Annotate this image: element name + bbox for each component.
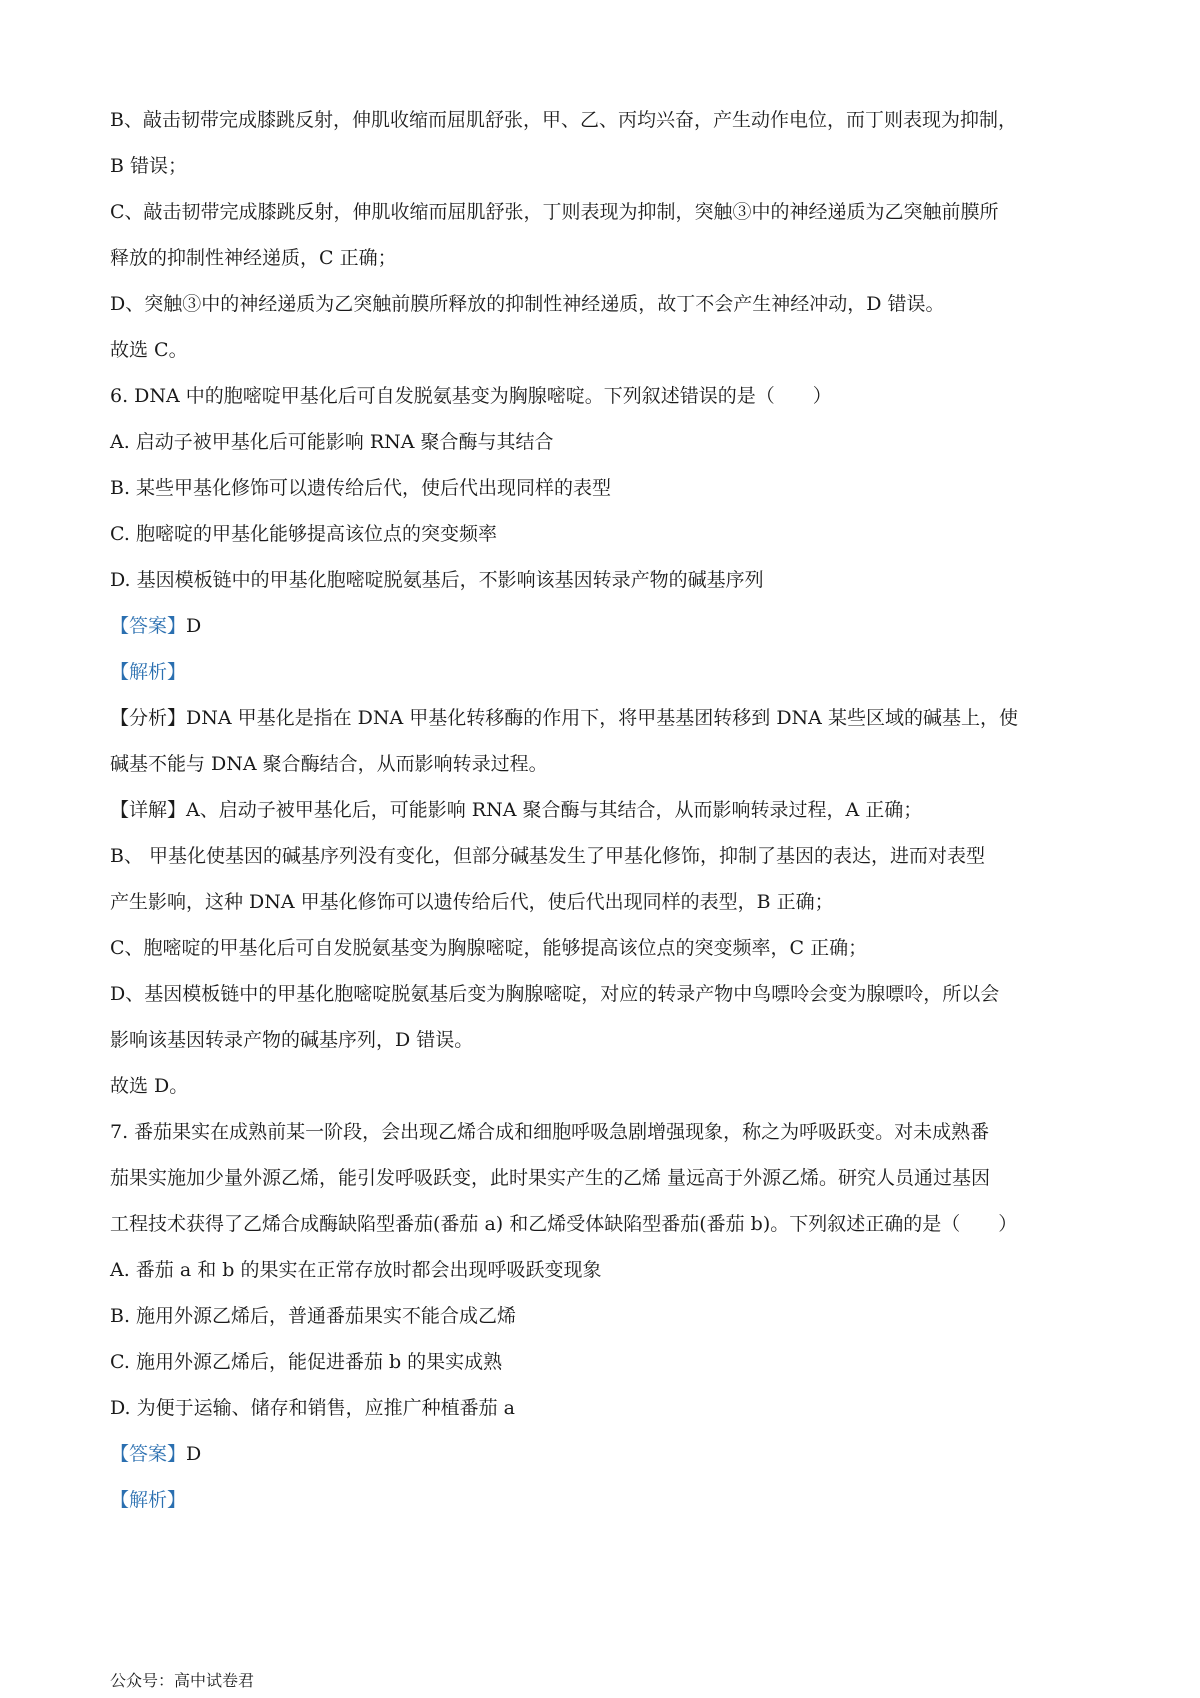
line-text: 茄果实施加少量外源乙烯，能引发呼吸跃变，此时果实产生的乙烯 量远高于外源乙烯。研究人员通过基因 xyxy=(110,1167,991,1189)
text-line xyxy=(110,327,1102,373)
section-label-line xyxy=(110,1477,1102,1523)
text-line xyxy=(110,557,1102,603)
text-line xyxy=(110,695,1102,741)
text-line xyxy=(110,1385,1102,1431)
section-label-line xyxy=(110,1431,1102,1477)
text-line xyxy=(110,925,1102,971)
line-text: C、敲击韧带完成膝跳反射，伸肌收缩而屈肌舒张，丁则表现为抑制，突触③中的神经递质为乙突触前膜所 xyxy=(110,201,999,223)
line-text: D xyxy=(186,1443,202,1465)
text-line xyxy=(110,1247,1102,1293)
text-line xyxy=(110,373,1102,419)
text-line xyxy=(110,1339,1102,1385)
line-text: A. 番茄 a 和 b 的果实在正常存放时都会出现呼吸跃变现象 xyxy=(110,1259,602,1281)
text-line xyxy=(110,1017,1102,1063)
text-line xyxy=(110,971,1102,1017)
line-text: B. 施用外源乙烯后，普通番茄果实不能合成乙烯 xyxy=(110,1305,517,1327)
text-line xyxy=(110,143,1102,189)
line-text: C、胞嘧啶的甲基化后可自发脱氨基变为胸腺嘧啶，能够提高该位点的突变频率，C 正确； xyxy=(110,937,868,959)
line-text: D xyxy=(186,615,202,637)
footer-watermark: 公众号：高中试卷君 xyxy=(110,1671,255,1690)
section-label-line xyxy=(110,649,1102,695)
section-tag: 【解析】 xyxy=(110,661,187,683)
line-text: 【分析】DNA 甲基化是指在 DNA 甲基化转移酶的作用下，将甲基基团转移到 DNA 某些区域的碱基上，使 xyxy=(110,707,1018,729)
line-text: B、 甲基化使基因的碱基序列没有变化，但部分碱基发生了甲基化修饰，抑制了基因的表达，进而对表型 xyxy=(110,845,986,867)
line-text: 影响该基因转录产物的碱基序列，D 错误。 xyxy=(110,1029,474,1051)
line-text: B、敲击韧带完成膝跳反射，伸肌收缩而屈肌舒张，甲、乙、丙均兴奋，产生动作电位，而丁则表现为抑制， xyxy=(110,109,1017,131)
line-text: D、基因模板链中的甲基化胞嘧啶脱氨基后变为胸腺嘧啶，对应的转录产物中鸟嘌呤会变为腺嘌呤，所以会 xyxy=(110,983,1000,1005)
section-tag: 【答案】 xyxy=(110,615,187,637)
line-text: 产生影响，这种 DNA 甲基化修饰可以遗传给后代，使后代出现同样的表型，B 正确； xyxy=(110,891,834,913)
line-text: 碱基不能与 DNA 聚合酶结合，从而影响转录过程。 xyxy=(110,753,548,775)
text-line xyxy=(110,787,1102,833)
section-label-line xyxy=(110,603,1102,649)
line-text: A. 启动子被甲基化后可能影响 RNA 聚合酶与其结合 xyxy=(110,431,554,453)
text-line xyxy=(110,1293,1102,1339)
document-body xyxy=(110,97,1102,1523)
line-text: 【详解】A、启动子被甲基化后，可能影响 RNA 聚合酶与其结合，从而影响转录过程，A 正确； xyxy=(110,799,923,821)
line-text: B. 某些甲基化修饰可以遗传给后代，使后代出现同样的表型 xyxy=(110,477,612,499)
line-text: 释放的抑制性神经递质，C 正确； xyxy=(110,247,397,269)
text-line xyxy=(110,1109,1102,1155)
line-text: 故选 C。 xyxy=(110,339,188,361)
text-line xyxy=(110,465,1102,511)
line-text: 故选 D。 xyxy=(110,1075,189,1097)
section-tag: 【答案】 xyxy=(110,1443,187,1465)
text-line xyxy=(110,511,1102,557)
line-text: D. 为便于运输、储存和销售，应推广种植番茄 a xyxy=(110,1397,516,1419)
text-line xyxy=(110,235,1102,281)
text-line xyxy=(110,281,1102,327)
line-text: D、突触③中的神经递质为乙突触前膜所释放的抑制性神经递质，故丁不会产生神经冲动，D 错误。 xyxy=(110,293,945,315)
text-line xyxy=(110,833,1102,879)
line-text: 6. DNA 中的胞嘧啶甲基化后可自发脱氨基变为胸腺嘧啶。下列叙述错误的是（ ） xyxy=(110,385,832,407)
text-line xyxy=(110,419,1102,465)
text-line xyxy=(110,189,1102,235)
text-line xyxy=(110,879,1102,925)
text-line xyxy=(110,1155,1102,1201)
line-text: 工程技术获得了乙烯合成酶缺陷型番茄(番茄 a) 和乙烯受体缺陷型番茄(番茄 b)。下列叙述正确的是（ ） xyxy=(110,1213,1018,1235)
text-line xyxy=(110,97,1102,143)
line-text: 7. 番茄果实在成熟前某一阶段，会出现乙烯合成和细胞呼吸急剧增强现象，称之为呼吸跃变。对未成熟番 xyxy=(110,1121,990,1143)
line-text: C. 胞嘧啶的甲基化能够提高该位点的突变频率 xyxy=(110,523,497,545)
line-text: D. 基因模板链中的甲基化胞嘧啶脱氨基后，不影响该基因转录产物的碱基序列 xyxy=(110,569,764,591)
text-line xyxy=(110,1201,1102,1247)
line-text: B 错误； xyxy=(110,155,188,177)
text-line xyxy=(110,741,1102,787)
section-tag: 【解析】 xyxy=(110,1489,187,1511)
text-line xyxy=(110,1063,1102,1109)
line-text: C. 施用外源乙烯后，能促进番茄 b 的果实成熟 xyxy=(110,1351,503,1373)
